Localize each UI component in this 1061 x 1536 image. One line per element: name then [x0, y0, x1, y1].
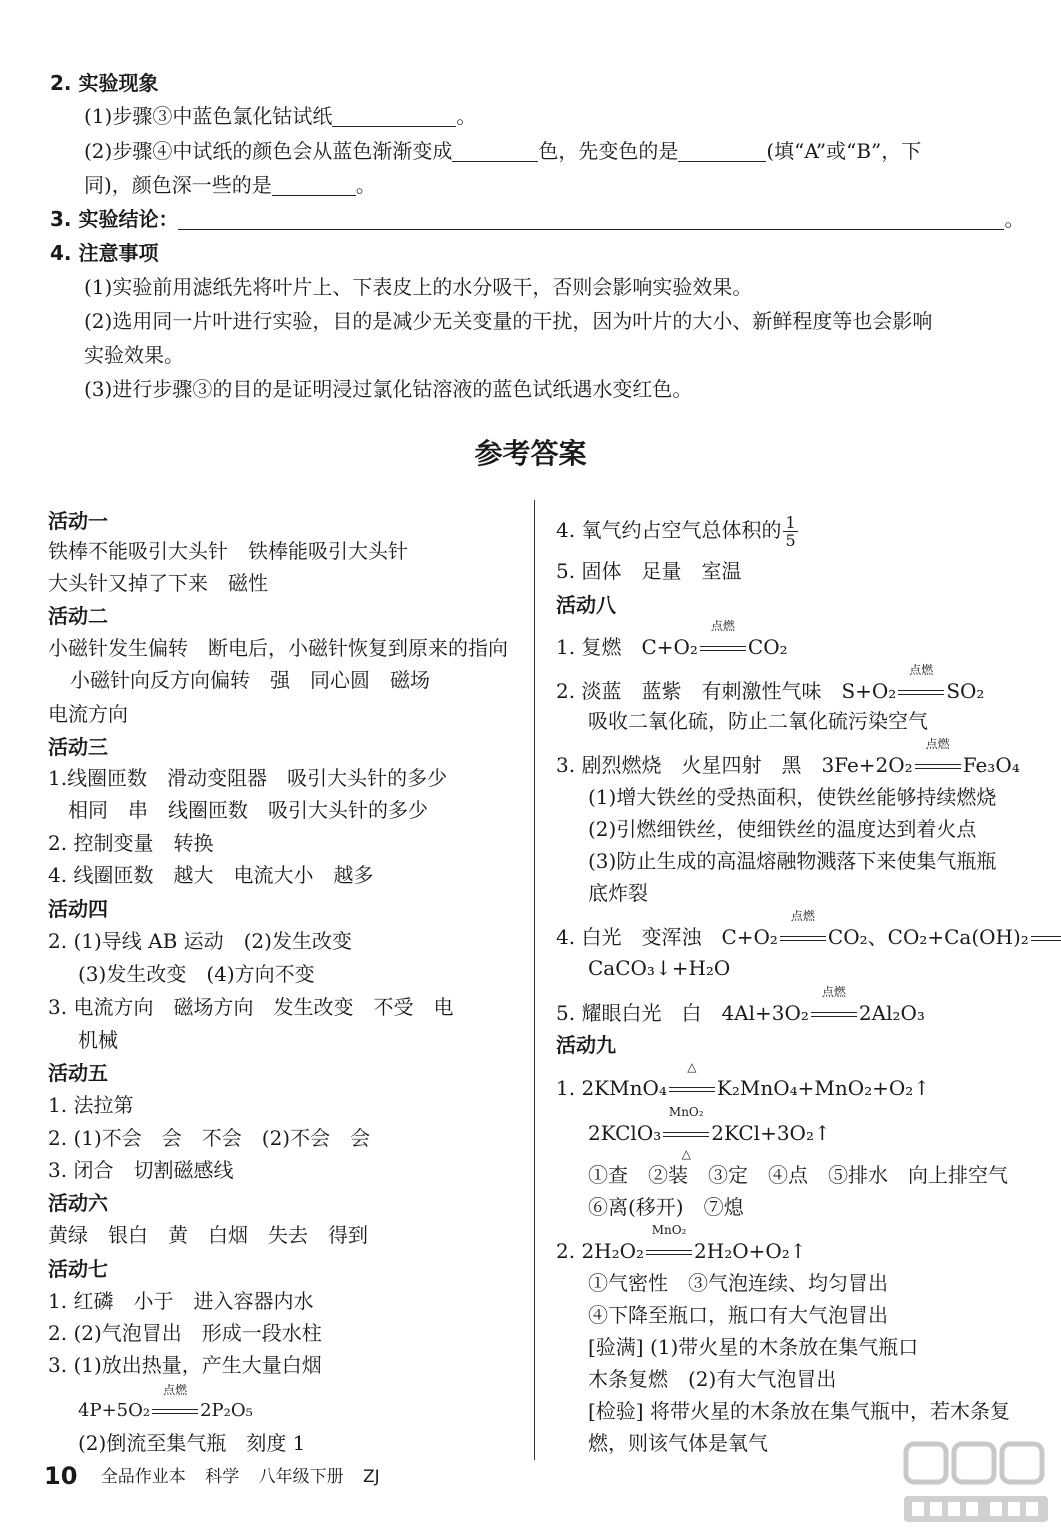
reaction-condition: △ [669, 1075, 715, 1101]
answer-line: [验满] (1)带火星的木条放在集气瓶口 [588, 1335, 919, 1359]
reaction-condition: 点燃 [915, 752, 961, 778]
answer-line: ①查 ②装 ③定 ④点 ⑤排水 向上排空气 [588, 1163, 1008, 1187]
chemical-equation: 2. 淡蓝 蓝紫 有刺激性气味 S+O₂ 点燃 SO₂ [556, 663, 985, 703]
answer-line: ④下降至瓶口，瓶口有大气泡冒出 [588, 1303, 888, 1327]
equals-sign [1031, 924, 1061, 950]
chemical-equation: 1. 复燃 C+O₂ 点燃 CO₂ [556, 619, 788, 659]
answer-line: 电流方向 [48, 702, 128, 726]
answer-line: 4. 氧气约占空气总体积的 $\frac{1}{5}$ [556, 513, 796, 550]
chemical-equation: 4P+5O₂ 点燃 2P₂O₅ [78, 1398, 253, 1424]
answer-line: ⑥离(移开) ⑦熄 [588, 1195, 744, 1219]
activity-heading: 活动七 [48, 1257, 108, 1281]
answer-line: 小磁针向反方向偏转 强 同心圆 磁场 [70, 668, 430, 692]
answer-line: 相同 串 线圈匝数 吸引大头针的多少 [68, 798, 428, 822]
column-divider [534, 500, 535, 1460]
answer-line: (3)防止生成的高温熔融物溅落下来使集气瓶瓶 [588, 849, 997, 873]
reaction-condition: MnO₂ △ [663, 1120, 709, 1146]
answer-line: 3. 电流方向 磁场方向 发生改变 不受 电 [48, 995, 454, 1019]
answer-line: 2. (1)不会 会 不会 (2)不会 会 [48, 1126, 371, 1150]
activity-heading: 活动六 [48, 1191, 108, 1215]
note-3: (3)进行步骤③的目的是证明浸过氯化钴溶液的蓝色试纸遇水变红色。 [84, 377, 693, 401]
section-heading-notes: 4. 注意事项 [50, 241, 159, 265]
answer-line: 5. 固体 足量 室温 [556, 559, 742, 583]
answer-line: (3)发生改变 (4)方向不变 [78, 962, 315, 986]
chemical-equation: 4. 白光 变浑浊 C+O₂ 点燃 CO₂、CO₂+Ca(OH)₂ [556, 924, 1061, 950]
question-2-1: (1)步骤③中蓝色氯化钴试纸 。 [84, 104, 477, 128]
section-heading-phenomenon: 2. 实验现象 [50, 71, 159, 95]
answer-line: 1.线圈匝数 滑动变阻器 吸引大头针的多少 [48, 766, 448, 790]
answer-line: [检验] 将带火星的木条放在集气瓶中，若木条复 [588, 1399, 1010, 1423]
book-title: 全品作业本 [100, 1467, 186, 1487]
answer-line: 大头针又掉了下来 磁性 [48, 571, 268, 595]
reaction-condition: MnO₂ [646, 1238, 692, 1264]
answer-line: 1. 法拉第 [48, 1093, 134, 1117]
note-2: (2)选用同一片叶进行实验，目的是减少无关变量的干扰，因为叶片的大小、新鲜程度等也会影响 [84, 309, 933, 333]
reaction-condition: 点燃 [811, 1000, 857, 1026]
answer-line: CaCO₃↓+H₂O [588, 956, 731, 980]
answer-line: 3. (1)放出热量，产生大量白烟 [48, 1353, 322, 1377]
fraction: $\frac{1}{5}$ [785, 513, 796, 550]
answer-line: 1. 红磷 小于 进入容器内水 [48, 1289, 314, 1313]
answer-line: 铁棒不能吸引大头针 铁棒能吸引大头针 [48, 539, 408, 563]
answer-line: 2. 控制变量 转换 [48, 831, 214, 855]
reaction-condition: 点燃 [700, 634, 746, 660]
chemical-equation: 1. 2KMnO₄ △ K₂MnO₄+MnO₂+O₂↑ [556, 1060, 931, 1100]
answer-blank[interactable] [272, 175, 356, 196]
subject: 科学 [205, 1467, 240, 1487]
answer-blank[interactable] [332, 106, 456, 127]
activity-heading: 活动四 [48, 897, 108, 921]
edition: ZJ [363, 1467, 380, 1487]
answer-line: 2. (1)导线 AB 运动 (2)发生改变 [48, 929, 352, 953]
answer-blank[interactable] [678, 141, 766, 162]
answer-line: 燃，则该气体是氧气 [588, 1431, 768, 1455]
page-number: 10 [44, 1462, 78, 1490]
answer-line: 4. 线圈匝数 越大 电流大小 越多 [48, 863, 374, 887]
reaction-condition: 点燃 [898, 678, 944, 704]
answer-line: 3. 闭合 切割磁感线 [48, 1158, 234, 1182]
chemical-equation: 2. 2H₂O₂ MnO₂ 2H₂O+O₂↑ [556, 1223, 807, 1263]
reaction-condition: 点燃 [152, 1398, 198, 1424]
answer-line: (2)引燃细铁丝，使细铁丝的温度达到着火点 [588, 817, 977, 841]
note-1: (1)实验前用滤纸先将叶片上、下表皮上的水分吸干，否则会影响实验效果。 [84, 275, 753, 299]
activity-heading: 活动五 [48, 1061, 108, 1085]
chemical-equation: 2KClO₃ MnO₂ △ 2KCl+3O₂↑ [588, 1105, 831, 1161]
answer-line: 底炸裂 [588, 881, 648, 905]
answer-line: 机械 [78, 1028, 118, 1052]
answer-title: 参考答案 [474, 437, 587, 470]
page-footer [44, 1463, 380, 1490]
question-2-2-cont: 同)，颜色深一些的是 。 [84, 173, 376, 197]
activity-heading: 活动八 [556, 593, 616, 617]
reaction-condition: 点燃 [780, 924, 826, 950]
answer-blank[interactable] [452, 141, 538, 162]
answer-line: (2)倒流至集气瓶 刻度 1 [78, 1431, 306, 1455]
watermark-logo [900, 1436, 1052, 1526]
chemical-equation: 3. 剧烈燃烧 火星四射 黑 3Fe+2O₂ 点燃 Fe₃O₄ [556, 737, 1020, 777]
answer-line: 黄绿 银白 黄 白烟 失去 得到 [48, 1223, 368, 1247]
answer-line: 小磁针发生偏转 断电后，小磁针恢复到原来的指向 [48, 636, 508, 660]
activity-heading: 活动九 [556, 1033, 616, 1057]
answer-line: (1)增大铁丝的受热面积，使铁丝能够持续燃烧 [588, 785, 997, 809]
question-2-2: (2)步骤④中试纸的颜色会从蓝色渐渐变成 色，先变色的是 (填“A”或“B”，下 [84, 139, 922, 163]
answer-blank[interactable] [178, 209, 1004, 230]
chemical-equation: 5. 耀眼白光 白 4Al+3O₂ 点燃 2Al₂O₃ [556, 985, 925, 1025]
answer-line: ①气密性 ③气泡连续、均匀冒出 [588, 1271, 888, 1295]
grade: 八年级下册 [258, 1467, 344, 1487]
section-heading-conclusion: 3. 实验结论： 。 [50, 207, 1025, 231]
answer-line: 木条复燃 (2)有大气泡冒出 [588, 1367, 837, 1391]
note-2-cont: 实验效果。 [84, 343, 184, 367]
activity-heading: 活动一 [48, 509, 108, 533]
activity-heading: 活动三 [48, 735, 108, 759]
answer-line: 吸收二氧化硫，防止二氧化硫污染空气 [588, 709, 928, 733]
activity-heading: 活动二 [48, 604, 108, 628]
answer-line: 2. (2)气泡冒出 形成一段水柱 [48, 1321, 322, 1345]
